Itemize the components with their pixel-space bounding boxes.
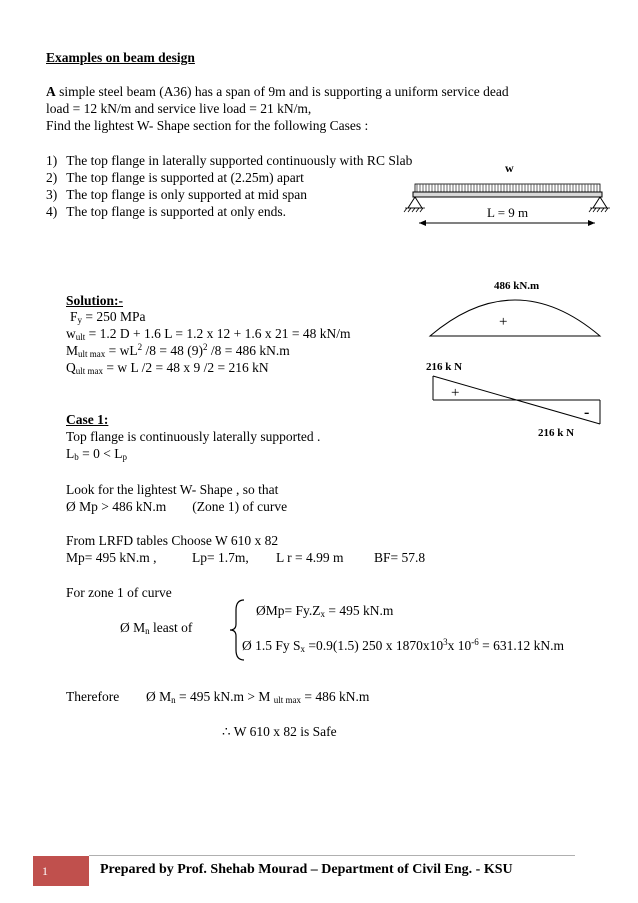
left-support-icon [404, 197, 425, 212]
case1-desc: Top flange is continuously laterally supported . [66, 429, 321, 444]
mult-line: $M_{ult max} = wL^2$ /8 = 48 $(9)^2$ /8 = 486 kN.m [66, 342, 290, 359]
props-mp: Mp= 495 kN.m , [66, 550, 157, 565]
props-lr: L r = 4.99 m [276, 550, 344, 565]
span-dimension-arrow [419, 220, 595, 226]
therefore-label: Therefore [66, 689, 120, 704]
zone-line: For zone 1 of curve [66, 585, 172, 600]
option-plastic-moment: ØMp= $Fy.Z_x = 495$ kN.m [256, 603, 394, 619]
therefore-line: Ø $M_n = 495$ kN.m > M $_{ult max}$ = 486 kN.m [146, 689, 370, 705]
moment-sign: + [499, 314, 508, 330]
footer-text: Prepared by Prof. Shehab Mourad – Department of Civil Eng. - KSU [100, 862, 513, 877]
uniform-load-hatching [415, 184, 600, 192]
wult-line: $w_{ult} = 1.2$ D + 1.6 L = 1.2 x 12 + 1.6 x 21 = 48 kN/m [66, 326, 351, 342]
page-title: Examples on beam design [46, 50, 195, 65]
footer-page-number: 1 [33, 856, 89, 886]
shear-pos-sign: + [451, 385, 460, 401]
intro-line-3: Find the lightest W- Shape section for the following Cases : [46, 118, 369, 133]
lrfd-line: From LRFD tables Choose W 610 x 82 [66, 533, 279, 548]
case-item-3: 3) The top flange is only supported at mid span [46, 187, 307, 202]
least-of-label: Ø $M_n$ least of [120, 620, 193, 636]
look-line: Look for the lightest W- Shape , so that [66, 482, 279, 497]
footer-divider [89, 855, 575, 856]
props-bf: BF= 57.8 [374, 550, 426, 565]
safe-conclusion: ∴ W 610 x 82 is Safe [222, 724, 337, 739]
moment-value-label: 486 kN.m [494, 280, 540, 292]
phi-mp-line: Ø Mp > 486 kN.m (Zone 1) of curve [66, 499, 288, 514]
case1-heading: Case 1: [66, 412, 109, 427]
case-item-4: 4) The top flange is supported at only ends. [46, 204, 286, 219]
case-item-1: 1) The top flange in laterally supported continuously with RC Slab [46, 153, 413, 168]
qult-line: $Q_{ult max} = w$ L /2 = 48 x 9 /2 = 216 kN [66, 360, 269, 376]
load-label: w [505, 161, 514, 175]
props-lp: Lp= 1.7m, [192, 550, 249, 565]
span-label: L = 9 m [487, 205, 529, 220]
right-support-icon [589, 197, 610, 212]
option-yield-limit: Ø 1.5 Fy $S_x =0.9(1.5)$ 250 x $1870x10^3x$ $10^{-6} = 631.12$ kN.m [242, 637, 564, 654]
shear-left-label: 216 k N [426, 361, 463, 373]
lb-line: $L_b = 0 < L_p$ [66, 446, 127, 462]
shear-diagram [420, 356, 615, 440]
shear-neg-sign: - [584, 404, 590, 421]
shear-right-label: 216 k N [538, 427, 575, 439]
beam-diagram [395, 155, 620, 235]
fy-line: $F_y = 250$ MPa [70, 309, 146, 325]
intro-line-2: load = 12 kN/m and service live load = 21 kN/m, [46, 101, 312, 116]
solution-heading: Solution:- [66, 293, 124, 308]
case-item-2: 2) The top flange is supported at (2.25m) apart [46, 170, 304, 185]
moment-diagram [420, 276, 610, 346]
intro-line-1: A simple steel beam (A36) has a span of 9m and is supporting a uniform service dead [46, 84, 509, 99]
beam [413, 192, 602, 197]
